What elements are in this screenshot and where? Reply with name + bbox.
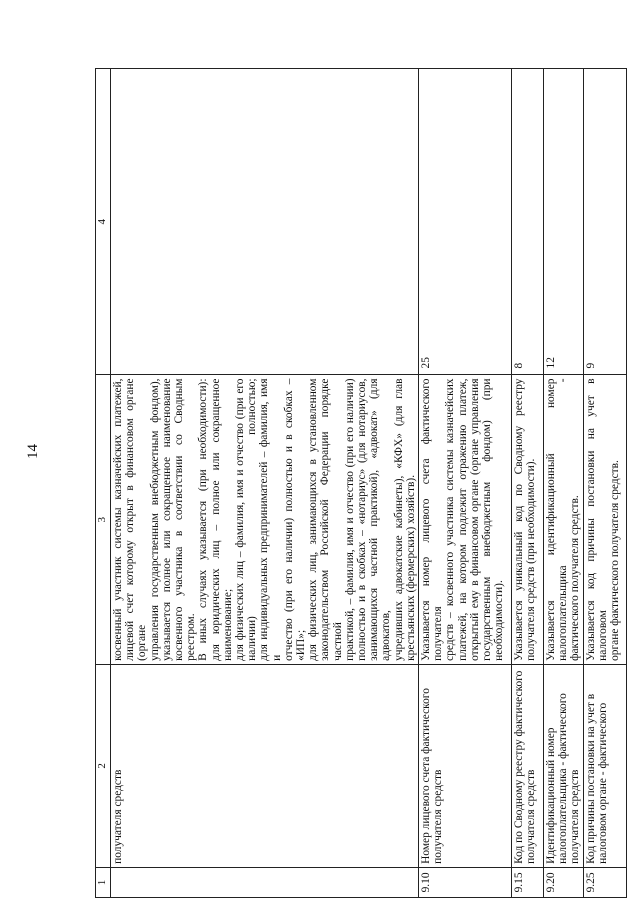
description-line: Указывается код причины постановки на учет в налоговом [584, 378, 609, 661]
field-description-table [95, 68, 627, 898]
description-line: Указывается номер лицевого счета фактического получателя [420, 378, 445, 661]
table-header-row [96, 69, 111, 898]
row-code: 9.10 [419, 867, 512, 897]
description-line: для физических лиц, занимающихся в установленном [307, 378, 320, 661]
description-line: управления государственным внебюджетным фондом), [148, 378, 161, 661]
page-number: 14 [25, 444, 41, 459]
description-line: для юридических лиц – полное или сокращенное [209, 378, 222, 661]
description-line: указывается полное или сокращенное наименование [160, 378, 173, 661]
header-col-3: 3 [96, 375, 111, 664]
description-line: крестьянских (фермерских) хозяйств). [404, 474, 417, 661]
description-line: занимающихся частной практикой), «адвокат» (для адвокатов, [368, 378, 393, 661]
row-field-name: Номер лицевого счета фактического получателя средств [419, 664, 512, 867]
description-line: косвенный участник системы казначейских платежей, [112, 378, 124, 661]
description-line: лицевой счет которому открыт в финансовом органе (органе [124, 378, 149, 661]
row-code [111, 867, 419, 897]
row-description [583, 375, 626, 664]
table-row [583, 69, 626, 898]
table-row [419, 69, 512, 898]
row-code: 9.15 [512, 867, 544, 897]
rotated-table-container [95, 68, 620, 898]
row-field-name: Код по Сводному реестру фактического получателя средств [512, 664, 544, 867]
description-line: учредивших адвокатские кабинеты), «КФХ» (для глав [392, 378, 405, 661]
row-field-name: Идентификационный номер налогоплательщика - фактического получателя средств [544, 664, 584, 867]
row-field-name: Код причины постановки на учет в налоговом органе - фактического [583, 664, 626, 867]
row-field-length: 25 [419, 69, 512, 376]
row-field-length: 12 [544, 69, 584, 376]
description-line: практикой, – фамилия, имя и отчество (при его наличии) [343, 378, 356, 661]
header-col-1: 1 [96, 867, 111, 897]
row-field-name: получателя средств [111, 664, 419, 867]
header-col-4: 4 [96, 69, 111, 376]
description-line: фактического получателя средств. [569, 495, 582, 661]
description-line: для физических лиц – фамилия, имя и отчество (при его [234, 378, 247, 661]
row-description [419, 375, 512, 664]
row-field-length: 9 [583, 69, 626, 376]
row-code: 9.25 [583, 867, 626, 897]
table-row [111, 69, 419, 898]
row-description [111, 375, 419, 664]
description-line: полностью и в скобках – «нотариус» (для нотариусов, [356, 378, 369, 661]
description-line: косвенного участника в соответствии со Сводным реестром. [173, 378, 198, 661]
table-row [512, 69, 544, 898]
description-line: Указывается идентификационный номер налогоплательщика - [545, 378, 570, 661]
description-line: необходимости). [493, 580, 506, 661]
description-line: В иных случаях указывается (при необходимости): [197, 378, 210, 661]
description-line: отчество (при его наличии) полностью и в скобках – «ИП»; [282, 378, 308, 661]
description-line: наименование; [221, 588, 234, 661]
row-description [544, 375, 584, 664]
row-description [512, 375, 544, 664]
row-field-length [111, 69, 419, 376]
description-line: средств – косвенного участника системы казначейских [444, 378, 457, 661]
description-line: государственным внебюджетным фондом) (при [481, 378, 494, 661]
description-line: получателя средств (при необходимости). [525, 458, 538, 661]
description-line: открытый ему в финансовом органе (органе управления [468, 378, 481, 661]
table-row [544, 69, 584, 898]
description-line: для индивидуальных предпринимателей – фамилия, имя и [258, 378, 283, 661]
description-line: наличии) полностью; [246, 378, 259, 661]
row-field-length: 8 [512, 69, 544, 376]
description-line: законодательством Российской Федерации порядке частной [319, 378, 344, 661]
description-line: Указывается уникальный код по Сводному реестру [513, 378, 526, 661]
description-line: платежей, на котором подлежит отражению платеж, [456, 378, 469, 661]
row-code: 9.20 [544, 867, 584, 897]
header-col-2: 2 [96, 664, 111, 867]
description-line: органе фактического получателя средств. [609, 460, 622, 661]
